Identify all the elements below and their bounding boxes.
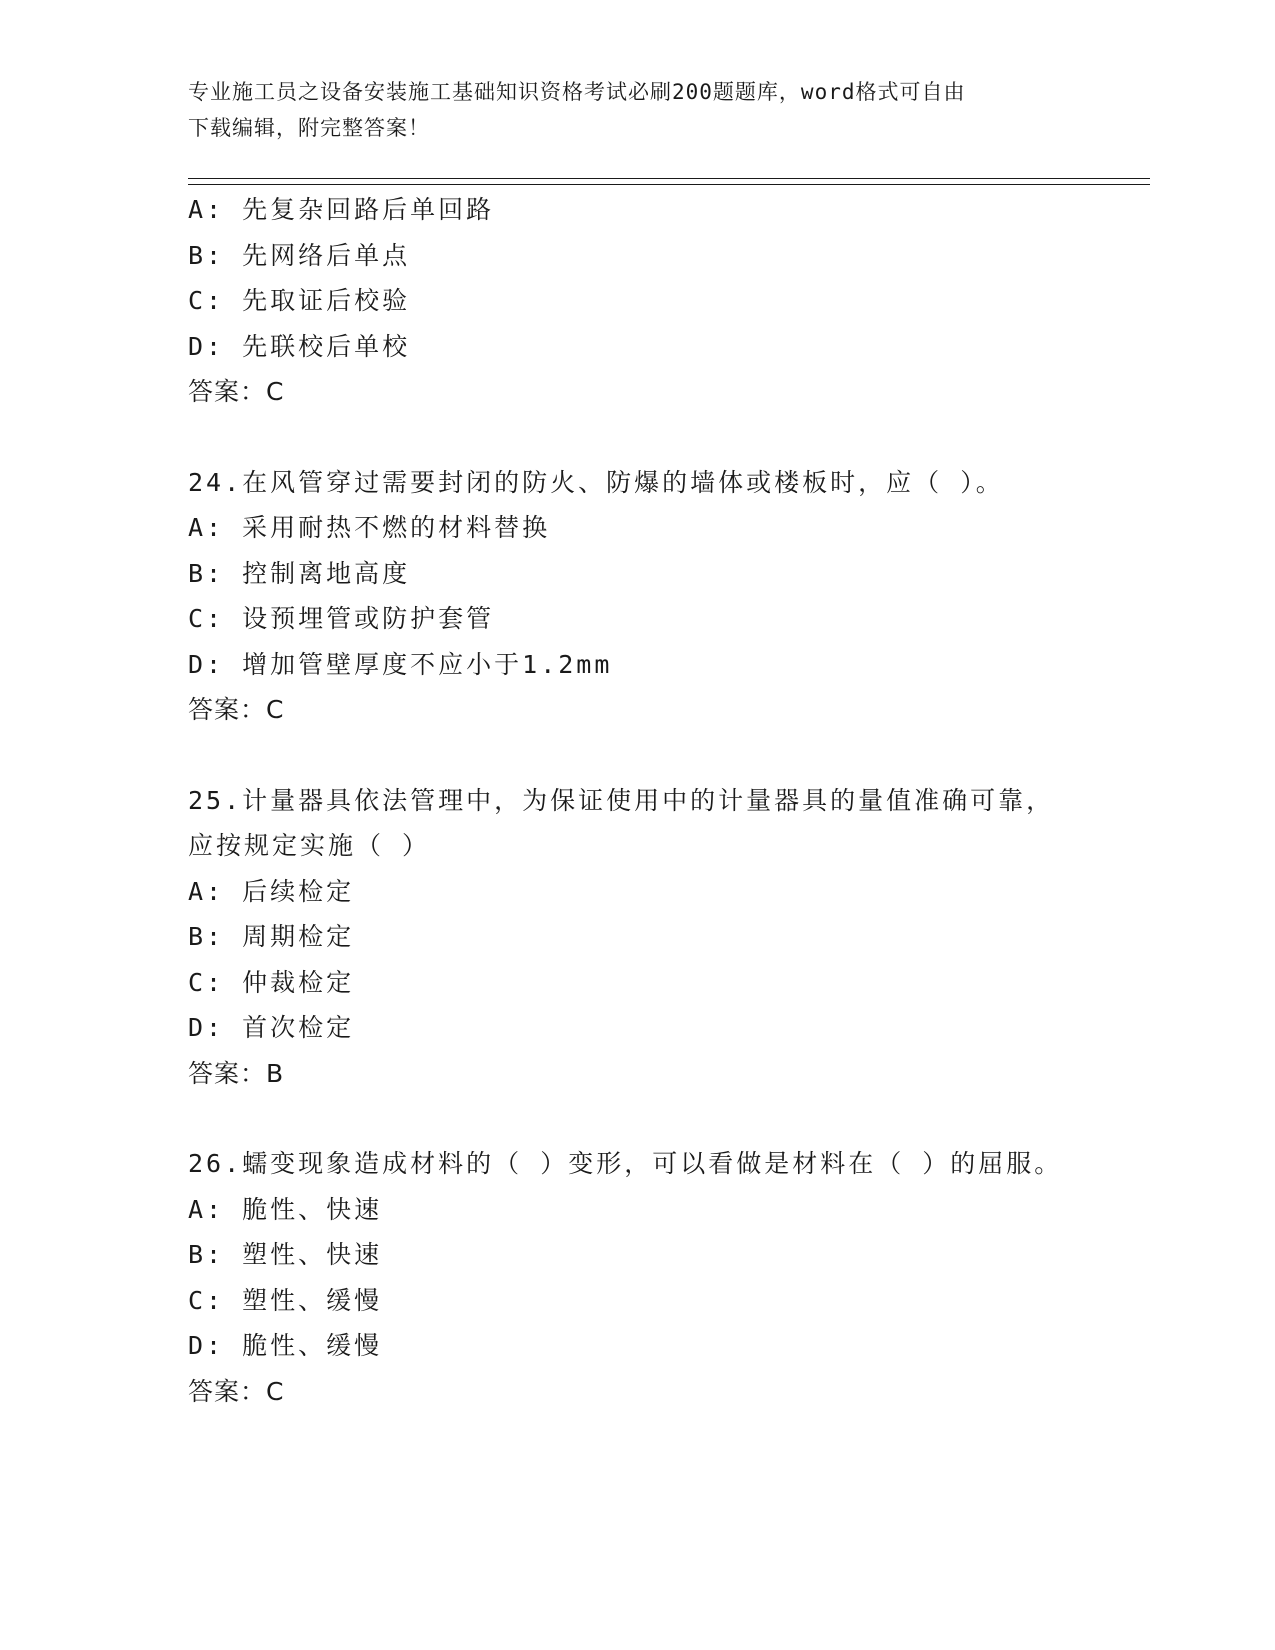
- option-c: C: 塑性、缓慢: [188, 1285, 383, 1315]
- question-25-block: [188, 778, 1088, 1097]
- answer-text: 答案：C: [188, 695, 285, 724]
- answer-text: 答案：C: [188, 1376, 285, 1406]
- answer-text: 答案：C: [188, 377, 285, 406]
- option-d: D: 首次检定: [188, 1013, 355, 1042]
- option-a: A: 采用耐热不燃的材料替换: [188, 513, 551, 542]
- spacer: [188, 415, 1088, 460]
- option-b: B: 控制离地高度: [188, 558, 411, 588]
- option-a: A: 后续检定: [188, 876, 355, 906]
- header-title-line-2: 下载编辑，附完整答案！: [188, 116, 430, 140]
- option-c: C: 仲裁检定: [188, 967, 355, 997]
- spacer: [188, 733, 1088, 778]
- option-d: D: 先联校后单校: [188, 331, 411, 361]
- option-a: A: 脆性、快速: [188, 1194, 383, 1224]
- option-b: B: 先网络后单点: [188, 240, 411, 270]
- header-title-line-1: 专业施工员之设备安装施工基础知识资格考试必刷200题题库，word格式可自由: [188, 80, 966, 104]
- header-double-rule: [188, 178, 1150, 185]
- question-stem-line-2: 应按规定实施（ ）: [188, 831, 431, 860]
- question-list: [188, 187, 1088, 1414]
- option-c: C: 设预埋管或防护套管: [188, 604, 495, 633]
- question-26-block: [188, 1141, 1088, 1414]
- question-stem-line-1: 25.计量器具依法管理中，为保证使用中的计量器具的量值准确可靠，: [188, 785, 1055, 815]
- question-23-block: [188, 187, 1088, 415]
- spacer: [188, 1096, 1088, 1141]
- document-header: [188, 74, 1068, 146]
- question-stem: 26.蠕变现象造成材料的（ ）变形，可以看做是材料在（ ）的屈服。: [188, 1149, 1063, 1178]
- question-stem: 24.在风管穿过需要封闭的防火、防爆的墙体或楼板时，应（ ）。: [188, 467, 1004, 497]
- option-c: C: 先取证后校验: [188, 286, 411, 315]
- option-d: D: 增加管壁厚度不应小于1.2mm: [188, 649, 613, 679]
- question-24-block: [188, 460, 1088, 733]
- option-d: D: 脆性、缓慢: [188, 1331, 383, 1360]
- option-a: A: 先复杂回路后单回路: [188, 195, 495, 224]
- option-b: B: 塑性、快速: [188, 1240, 383, 1269]
- option-b: B: 周期检定: [188, 922, 355, 951]
- answer-text: 答案：B: [188, 1058, 285, 1088]
